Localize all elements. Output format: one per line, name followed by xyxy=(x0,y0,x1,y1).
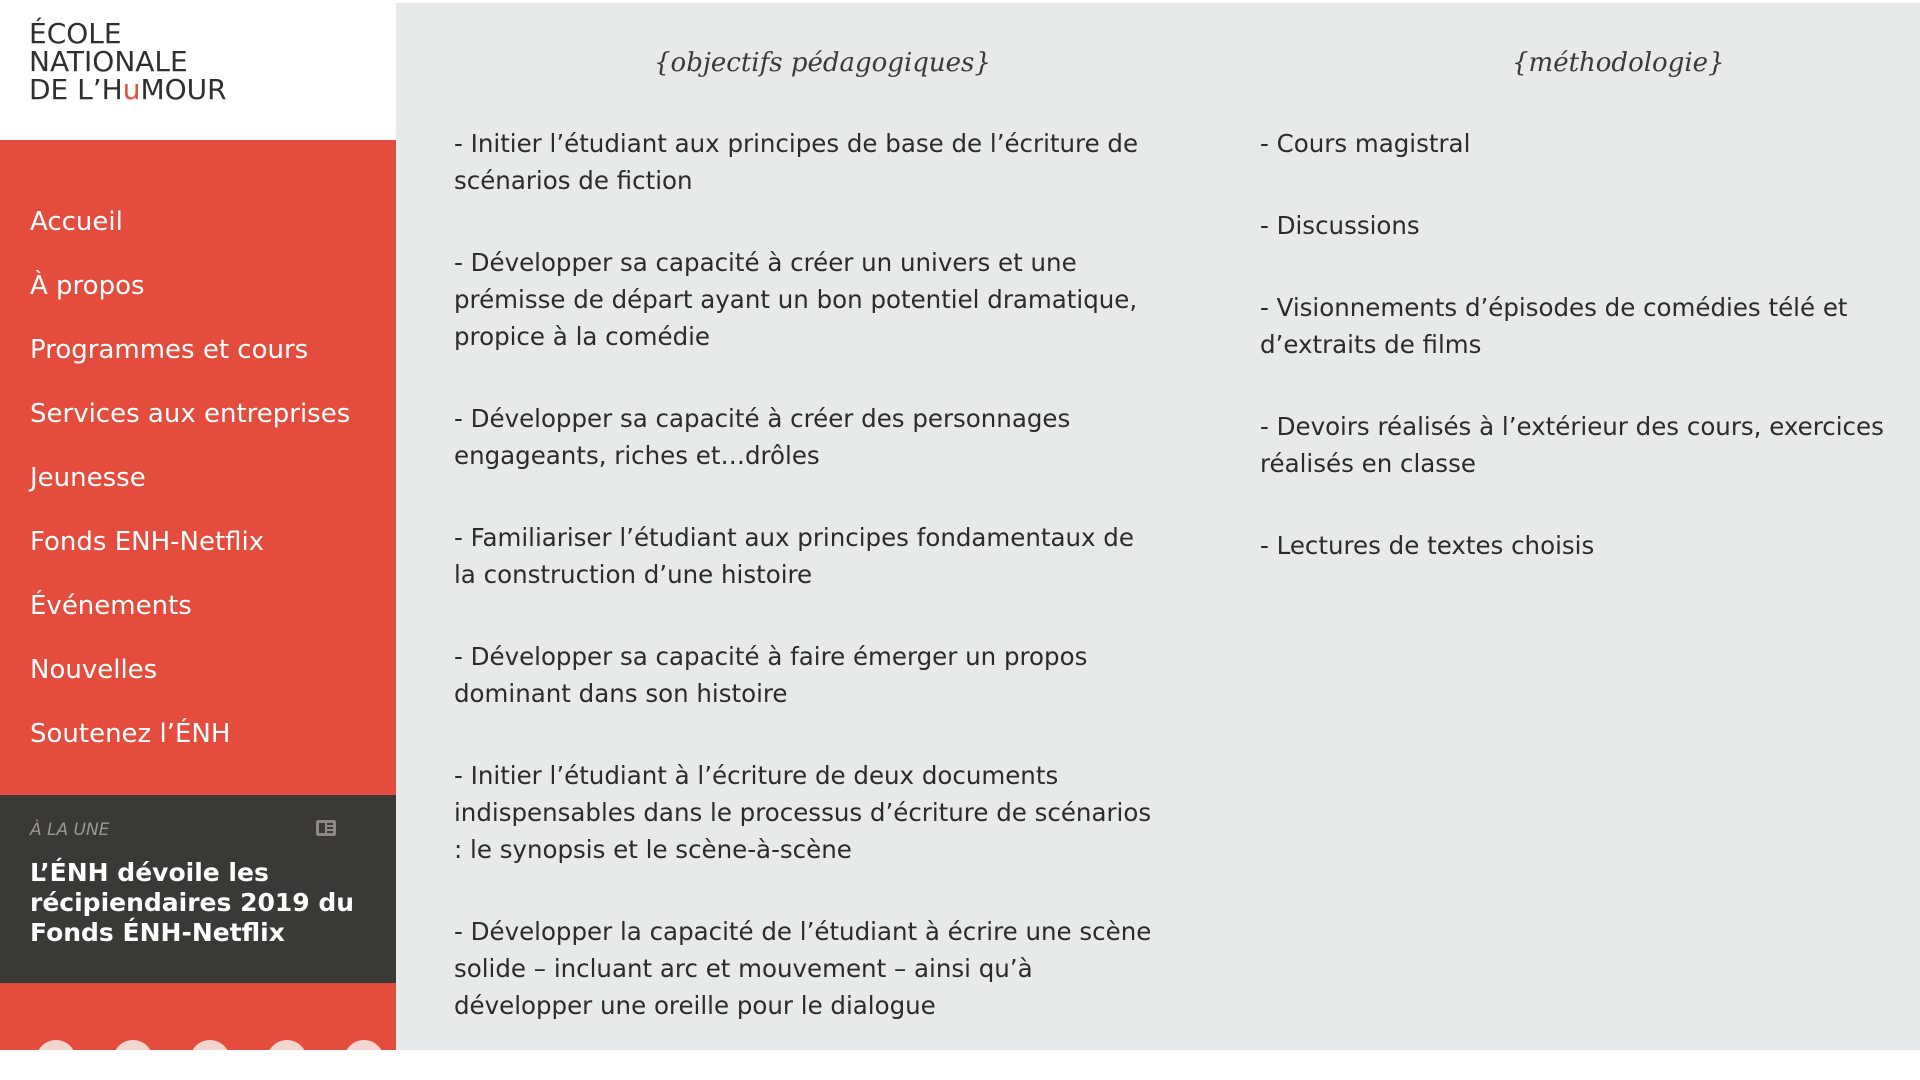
logo-line-3-suffix: MOUR xyxy=(140,73,227,106)
logo-line-2: NATIONALE xyxy=(29,45,188,78)
logo-line-1: ÉCOLE xyxy=(29,17,122,50)
newspaper-icon[interactable] xyxy=(315,819,337,837)
youtube-icon[interactable] xyxy=(267,1040,307,1050)
objectif-item: - Développer sa capacité à créer des personnages engageants, riches et…drôles xyxy=(454,404,1071,470)
news-headline-link[interactable]: L’ÉNH dévoile les récipiendaires 2019 du Fonds ÉNH-Netflix xyxy=(30,858,355,947)
nav-item-fonds-enh-netflix[interactable]: Fonds ENH-Netflix xyxy=(30,527,265,557)
logo-area xyxy=(0,0,396,140)
nav-item-accueil[interactable]: Accueil xyxy=(30,207,123,237)
facebook-icon[interactable] xyxy=(36,1040,76,1050)
objectif-item: - Développer sa capacité à faire émerger un propos dominant dans son histoire xyxy=(454,642,1088,708)
logo-line-3 xyxy=(29,73,227,106)
methodologie-heading: {méthodologie} xyxy=(1512,48,1725,78)
nav-item-programmes-et-cours[interactable]: Programmes et cours xyxy=(30,335,309,365)
nav-item-services-aux-entreprises[interactable]: Services aux entreprises xyxy=(30,399,351,429)
featured-news xyxy=(0,795,396,983)
methodologie-list xyxy=(1260,125,1900,609)
main-navigation xyxy=(0,140,396,795)
news-kicker: À LA UNE xyxy=(30,820,110,840)
methodologie-item: - Cours magistral xyxy=(1260,129,1471,158)
sidebar xyxy=(0,0,396,1050)
instagram-icon[interactable] xyxy=(190,1040,230,1050)
methodologie-item: - Lectures de textes choisis xyxy=(1260,531,1595,560)
objectif-item: - Familiariser l’étudiant aux principes fondamentaux de la construction d’une histoire xyxy=(454,523,1134,589)
objectif-item: - Initier l’étudiant à l’écriture de deux documents indispensables dans le processus d’écriture de scénarios : le synopsis et le scène-à-scène xyxy=(454,761,1152,864)
objectif-item: - Développer la capacité de l’étudiant à écrire une scène solide – incluant arc et mouvement – ainsi qu’à développer une oreille pour le dialogue xyxy=(454,917,1152,1020)
nav-item-a-propos[interactable]: À propos xyxy=(30,271,145,301)
logo-smile-u: u xyxy=(122,73,141,106)
methodologie-item: - Devoirs réalisés à l’extérieur des cours, exercices réalisés en classe xyxy=(1260,412,1884,478)
methodologie-item: - Discussions xyxy=(1260,211,1420,240)
nav-item-evenements[interactable]: Événements xyxy=(30,591,192,621)
nav-item-jeunesse[interactable]: Jeunesse xyxy=(30,463,146,493)
email-icon[interactable] xyxy=(344,1040,384,1050)
nav-list xyxy=(30,207,351,786)
methodologie-item: - Visionnements d’épisodes de comédies télé et d’extraits de films xyxy=(1260,293,1848,359)
objectif-item: - Initier l’étudiant aux principes de base de l’écriture de scénarios de fiction xyxy=(454,129,1139,195)
nav-item-soutenez[interactable]: Soutenez l’ÉNH xyxy=(30,719,231,749)
objectifs-list xyxy=(454,125,1154,1069)
twitter-icon[interactable] xyxy=(113,1040,153,1050)
objectifs-heading: {objectifs pédagogiques} xyxy=(654,48,991,78)
school-logo[interactable] xyxy=(29,17,227,106)
course-details xyxy=(396,3,1920,1050)
logo-line-3-prefix: DE L’H xyxy=(29,73,123,106)
nav-item-nouvelles[interactable]: Nouvelles xyxy=(30,655,158,685)
objectif-item: - Développer sa capacité à créer un univers et une prémisse de départ ayant un bon potentiel dramatique, propice à la comédie xyxy=(454,248,1138,351)
social-links xyxy=(0,983,396,1050)
